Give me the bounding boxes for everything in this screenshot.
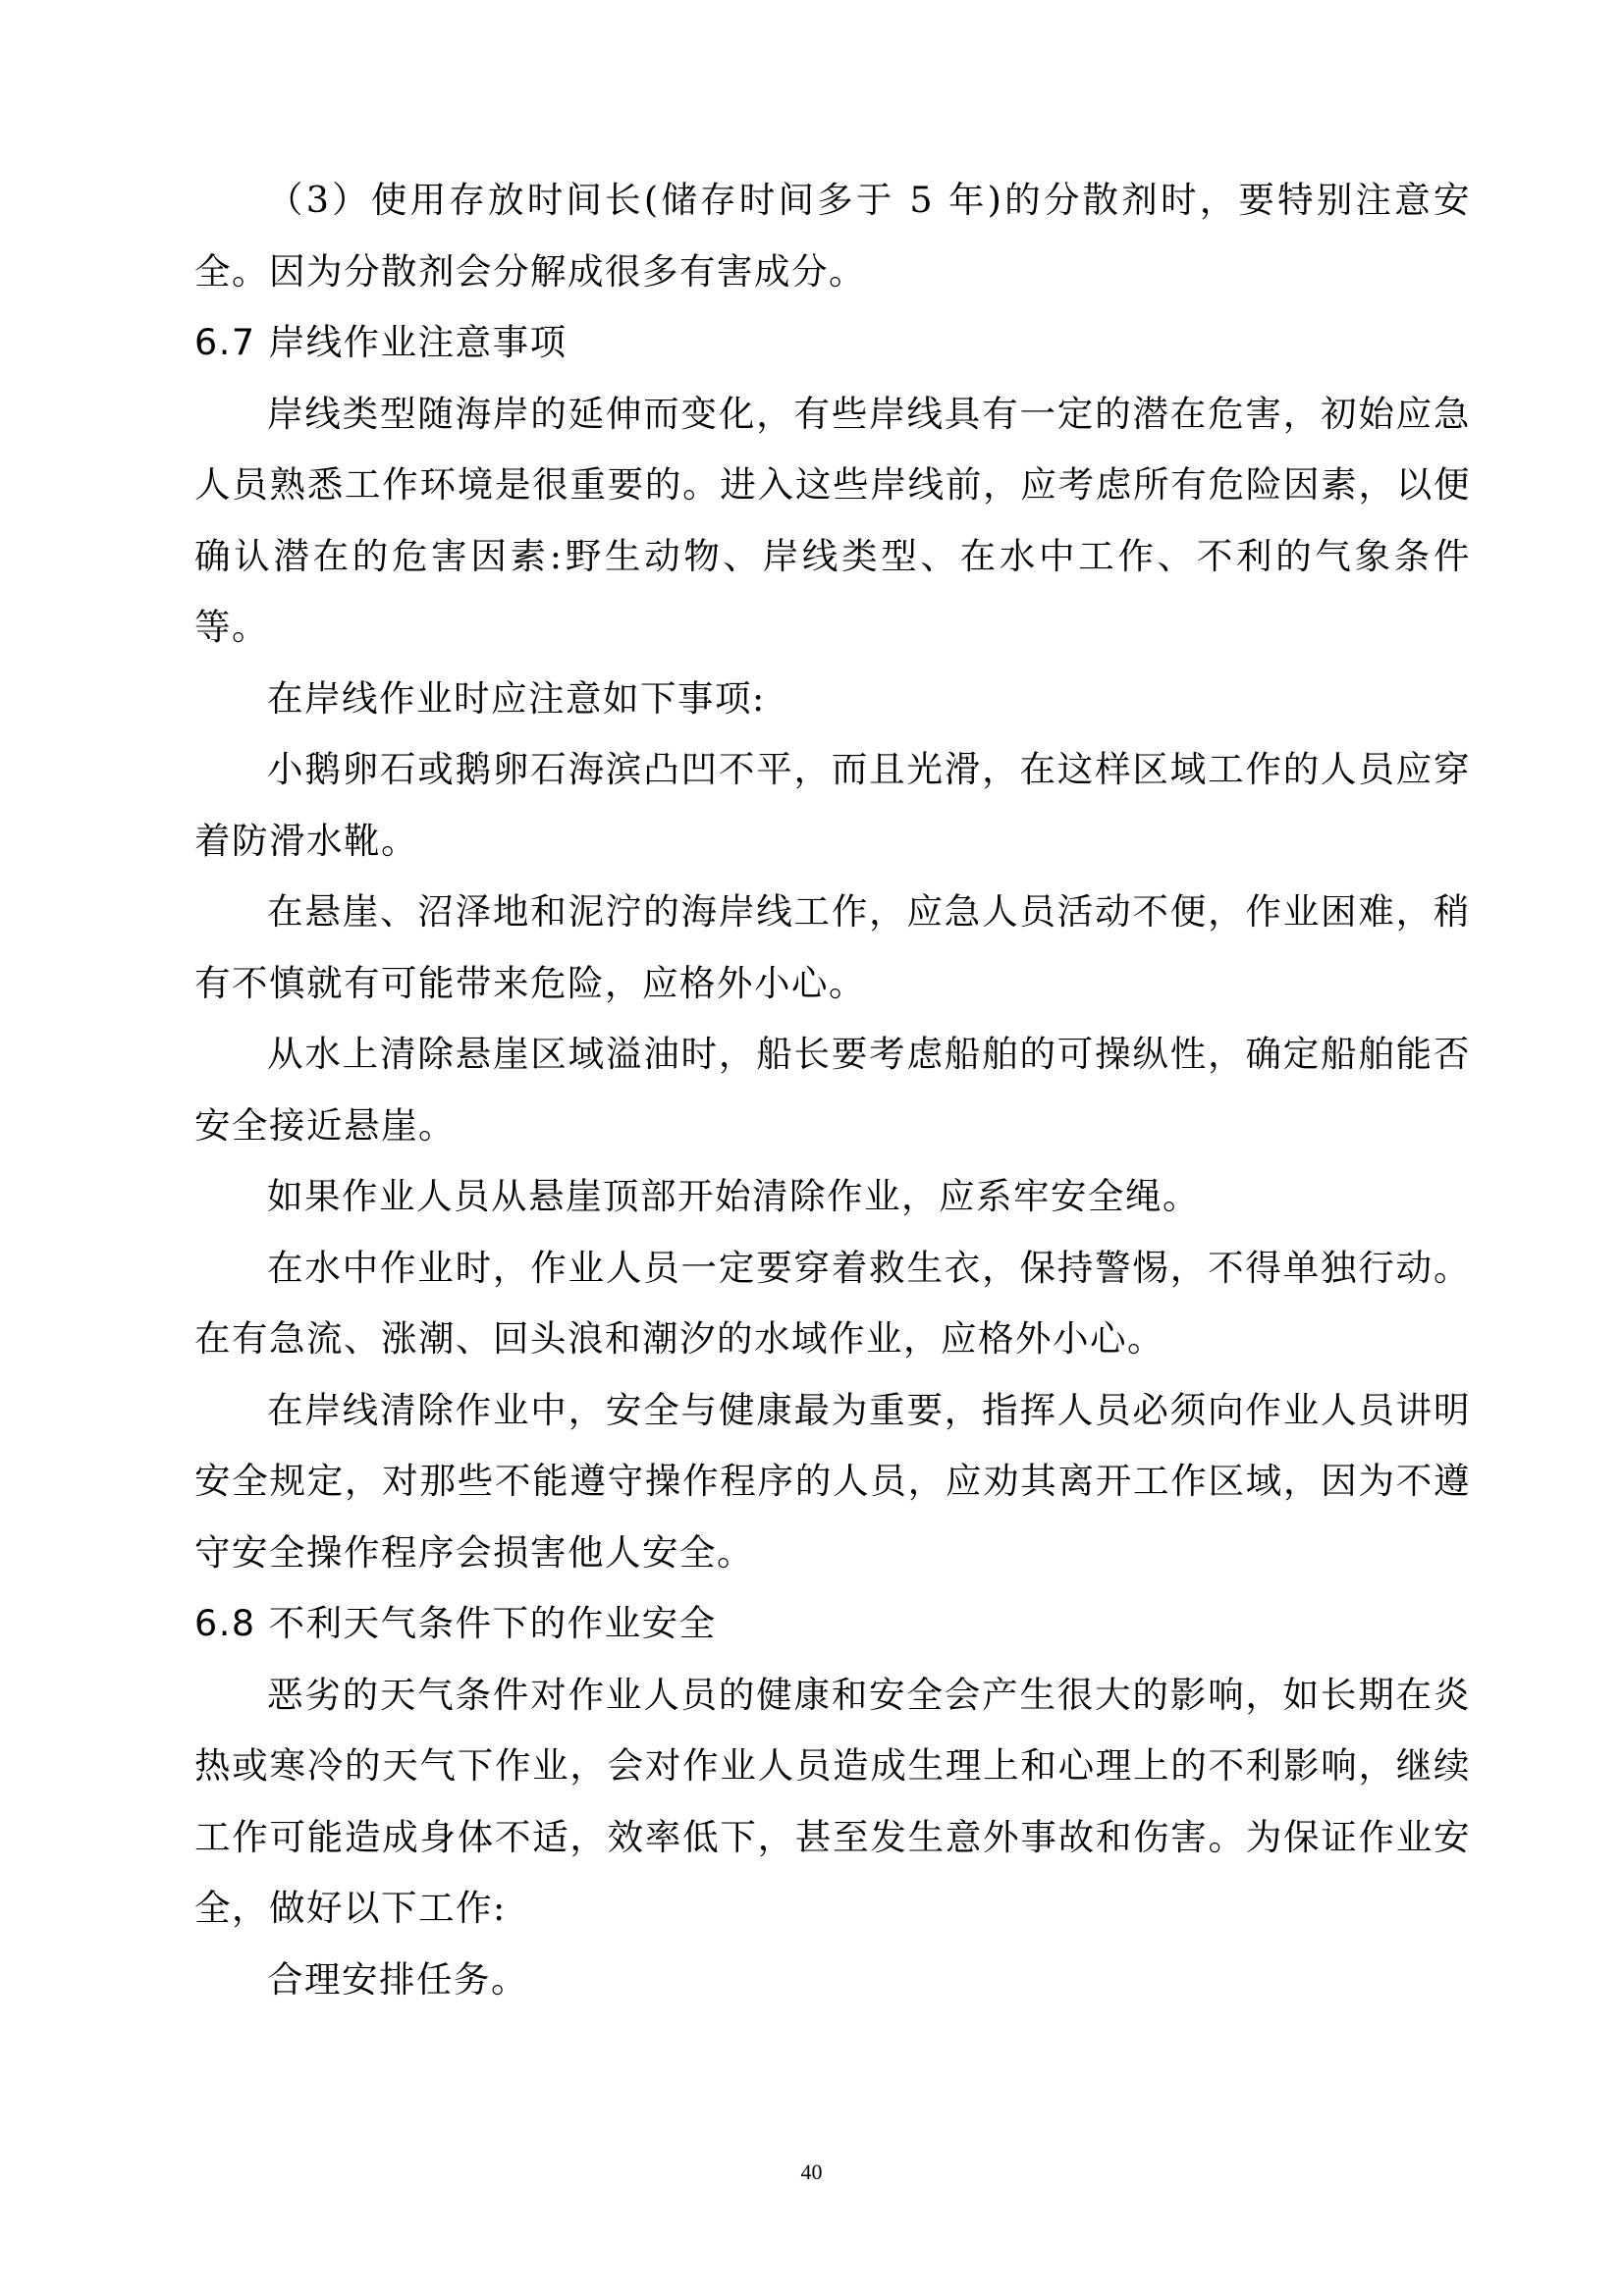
paragraph-arrange-tasks: 合理安排任务。 bbox=[267, 1957, 528, 2001]
paragraph-dispersant-storage: （3）使用存放时间长(储存时间多于 5 年)的分散剂时，要特别注意安全。因为分散剂会分解成很多有害成分。 bbox=[194, 179, 1471, 293]
section-heading-6-8: 6.8 不利天气条件下的作业安全 bbox=[194, 1602, 717, 1644]
paragraph-shoreline-notes-intro: 在岸线作业时应注意如下事项: bbox=[267, 676, 766, 720]
paragraph-bad-weather: 恶劣的天气条件对作业人员的健康和安全会产生很大的影响，如长期在炎热或寒冷的天气下作业，会对作业人员造成生理上和心理上的不利影响，继续工作可能造成身体不适，效率低下，甚至发生意外事故和伤害。为保证作业安全，做好以下工作: bbox=[194, 1673, 1471, 1929]
page-number: 40 bbox=[800, 2160, 823, 2184]
section-heading-6-7: 6.7 岸线作业注意事项 bbox=[194, 321, 568, 363]
paragraph-pebble-beach: 小鹅卵石或鹅卵石海滨凸凹不平，而且光滑，在这样区域工作的人员应穿着防滑水靴。 bbox=[194, 748, 1471, 862]
paragraph-water-work: 在水中作业时，作业人员一定要穿着救生衣，保持警惕，不得单独行动。在有急流、涨潮、回头浪和潮汐的水域作业，应格外小心。 bbox=[194, 1246, 1471, 1360]
paragraph-safety-health: 在岸线清除作业中，安全与健康最为重要，指挥人员必须向作业人员讲明安全规定，对那些不能遵守操作程序的人员，应劝其离开工作区域，因为不遵守安全操作程序会损害他人安全。 bbox=[194, 1388, 1471, 1574]
paragraph-safety-rope: 如果作业人员从悬崖顶部开始清除作业，应系牢安全绳。 bbox=[267, 1175, 1200, 1217]
paragraph-vessel-cliff: 从水上清除悬崖区域溢油时，船长要考虑船舶的可操纵性，确定船舶能否安全接近悬崖。 bbox=[194, 1033, 1471, 1147]
paragraph-shoreline-types: 岸线类型随海岸的延伸而变化，有些岸线具有一定的潜在危害，初始应急人员熟悉工作环境是很重要的。进入这些岸线前，应考虑所有危险因素，以便确认潜在的危害因素:野生动物、岸线类型、在水中工作、不利的气象条件等。 bbox=[194, 392, 1471, 648]
document-body bbox=[194, 165, 1471, 2015]
paragraph-cliff-marsh: 在悬崖、沼泽地和泥泞的海岸线工作，应急人员活动不便，作业困难，稍有不慎就有可能带来危险，应格外小心。 bbox=[194, 890, 1471, 1004]
